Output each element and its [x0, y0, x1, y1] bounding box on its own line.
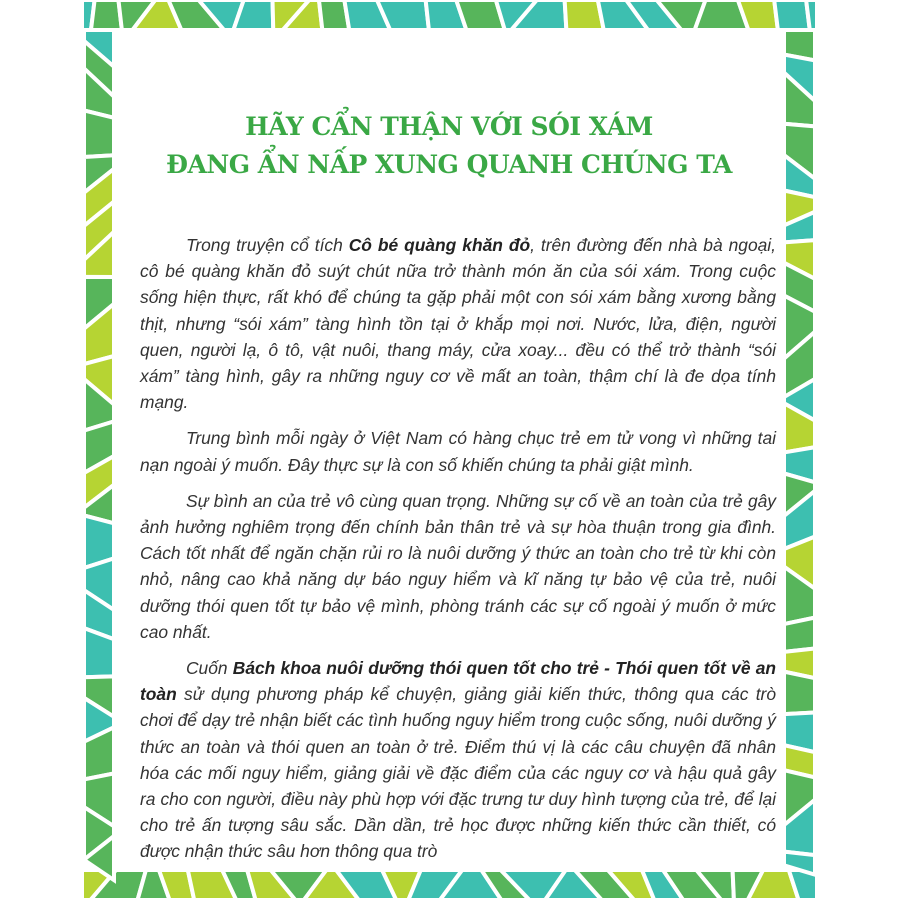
title-line-1: HÃY CẨN THẬN VỚI SÓI XÁM	[245, 112, 653, 141]
text-segment: sử dụng phương pháp kể chuyện, giảng giải kiến thức, thông qua các trò chơi để dạy trẻ nhận biết các tình huống nguy hiểm trong cuộc sống, nuôi dưỡng ý thức an toàn và thói quen an toàn ở trẻ. Điểm thú vị là các câu chuyện đã nhân hóa các mối nguy hiểm, giảng giải về đặc điểm của các nguy cơ và hậu quả gây ra cho con người, điều này phù hợp với đặc trưng tư duy hình tượng của trẻ, để lại cho trẻ ấn tượng sâu sắc. Dần dần, trẻ học được những kiến thức cần thiết, có được nhận thức sâu hơn thông qua trò	[140, 684, 776, 862]
text-segment: Sự bình an của trẻ vô cùng quan trọng. Những sự cố về an toàn của trẻ gây ảnh hưởng nghiêm trọng đến chính bản thân trẻ và sự hòa thuận trong gia đình. Cách tốt nhất để ngăn chặn rủi ro là nuôi dưỡng ý thức an toàn cho trẻ từ khi còn nhỏ, nâng cao khả năng dự báo nguy hiểm và kĩ năng tự bảo vệ của trẻ, nuôi dưỡng thói quen tốt tự bảo vệ mình, phòng tránh các sự cố ngoài ý muốn ở mức cao nhất.	[140, 490, 776, 642]
bold-text: Cô bé quàng khăn đỏ	[348, 235, 531, 255]
paragraph	[140, 232, 776, 415]
title-line-2: ĐANG ẨN NẤP XUNG QUANH CHÚNG TA	[166, 150, 732, 179]
border-tile	[60, 0, 95, 30]
bold-text: Bách khoa nuôi dưỡng thói quen tốt cho trẻ - Thói quen tốt về an toàn	[140, 658, 777, 705]
border-tile	[828, 0, 848, 30]
border-tile	[806, 0, 842, 30]
border-tile	[774, 0, 810, 30]
border-tile	[84, 110, 114, 156]
border-tile	[784, 618, 815, 652]
text-segment: Cuốn	[186, 658, 233, 679]
page-title	[114, 108, 784, 184]
body-text	[140, 232, 776, 875]
border-tile	[827, 870, 852, 900]
paragraph	[140, 488, 776, 645]
paragraph	[140, 655, 776, 865]
text-segment: Trung bình mỗi ngày ở Việt Nam có hàng chục trẻ em tử vong vì những tai nạn ngoài ý muốn. Đây thực sự là con số khiến chúng ta phải giật mình.	[140, 428, 776, 475]
border-tile	[84, 628, 114, 677]
text-segment: Trong truyện cổ tích	[186, 235, 349, 255]
paragraph	[140, 425, 776, 477]
text-segment: , trên đường đến nhà bà ngoại, cô bé quàng khăn đỏ suýt chút nữa trở thành món ăn của sói xám. Trong cuộc sống hiện thực, rất khó để chúng ta gặp phải một con sói xám bằng xương bằng thịt, nhưng “sói xám” tàng hình tồn tại ở khắp mọi nơi. Nước, lửa, điện, người quen, người lạ, ô tô, vật nuôi, thang máy, cửa xoay... đều có thể trở thành “sói xám” tàng hình, gây ra những nguy cơ về mất an toàn, thậm chí là đe dọa tính mạng.	[140, 235, 776, 413]
border-tile	[784, 672, 815, 714]
